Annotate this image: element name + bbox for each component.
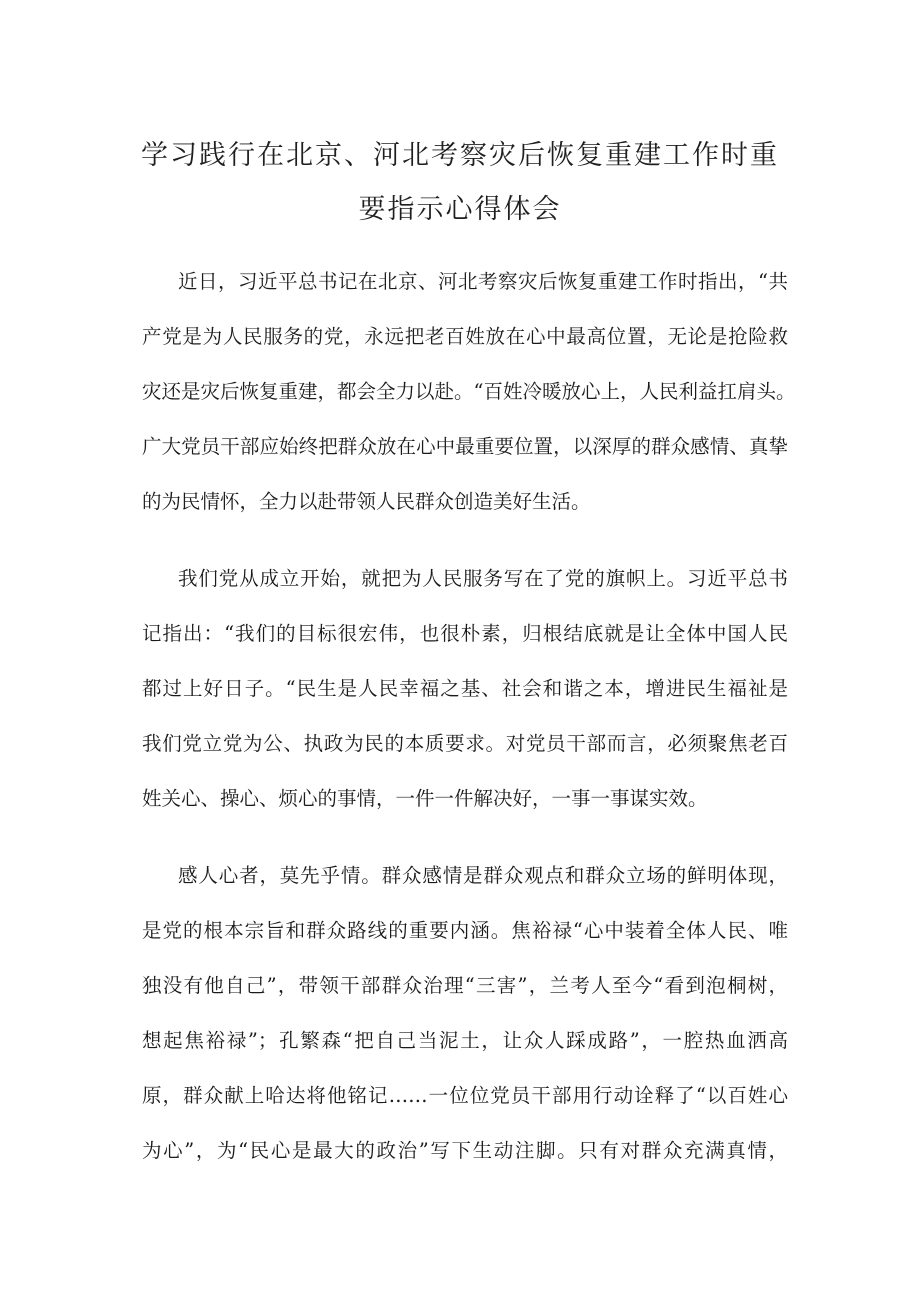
paragraph-2-line: 我们党立党为公、执政为民的本质要求。对党员干部而言，必须聚焦老百 <box>142 732 788 755</box>
paragraph-1-line: 产党是为人民服务的党，永远把老百姓放在心中最高位置，无论是抢险救 <box>142 325 788 348</box>
paragraph-1-line: 灾还是灾后恢复重建，都会全力以赴。“百姓冷暖放心上，人民利益扛肩头。 <box>142 380 796 403</box>
document-title-line-2: 要指示心得体会 <box>358 194 562 225</box>
paragraph-2-line: 记指出：“我们的目标很宏伟，也很朴素，归根结底就是让全体中国人民 <box>142 622 788 645</box>
paragraph-3-line: 为心”，为“民心是最大的政治”写下生动注脚。只有对群众充满真情， <box>142 1139 788 1162</box>
paragraph-2-line: 都过上好日子。“民生是人民幸福之基、社会和谐之本，增进民生福祉是 <box>142 677 788 700</box>
paragraph-2-line: 我们党从成立开始，就把为人民服务写在了党的旗帜上。习近平总书 <box>178 567 788 590</box>
paragraph-3-line: 独没有他自己”，带领干部群众治理“三害”，兰考人至今“看到泡桐树， <box>142 974 788 997</box>
paragraph-1-line: 广大党员干部应始终把群众放在心中最重要位置，以深厚的群众感情、真挚 <box>142 435 788 458</box>
paragraph-1-line: 的为民情怀，全力以赴带领人民群众创造美好生活。 <box>142 490 591 513</box>
paragraph-3-line: 是党的根本宗旨和群众路线的重要内涵。焦裕禄“心中装着全体人民、唯 <box>142 919 788 942</box>
paragraph-2-line: 姓关心、操心、烦心的事情，一件一件解决好，一事一事谋实效。 <box>142 787 708 810</box>
paragraph-3-line: 原，群众献上哈达将他铭记……一位位党员干部用行动诠释了“以百姓心 <box>142 1084 788 1107</box>
paragraph-3-line: 想起焦裕禄”；孔繁森“把自己当泥土，让众人踩成路”，一腔热血洒高 <box>142 1029 788 1052</box>
paragraph-3-line: 感人心者，莫先乎情。群众感情是群众观点和群众立场的鲜明体现， <box>178 864 788 887</box>
document-title-line-1: 学习践行在北京、河北考察灾后恢复重建工作时重 <box>141 140 779 171</box>
paragraph-1-line: 近日，习近平总书记在北京、河北考察灾后恢复重建工作时指出，“共 <box>178 270 788 293</box>
